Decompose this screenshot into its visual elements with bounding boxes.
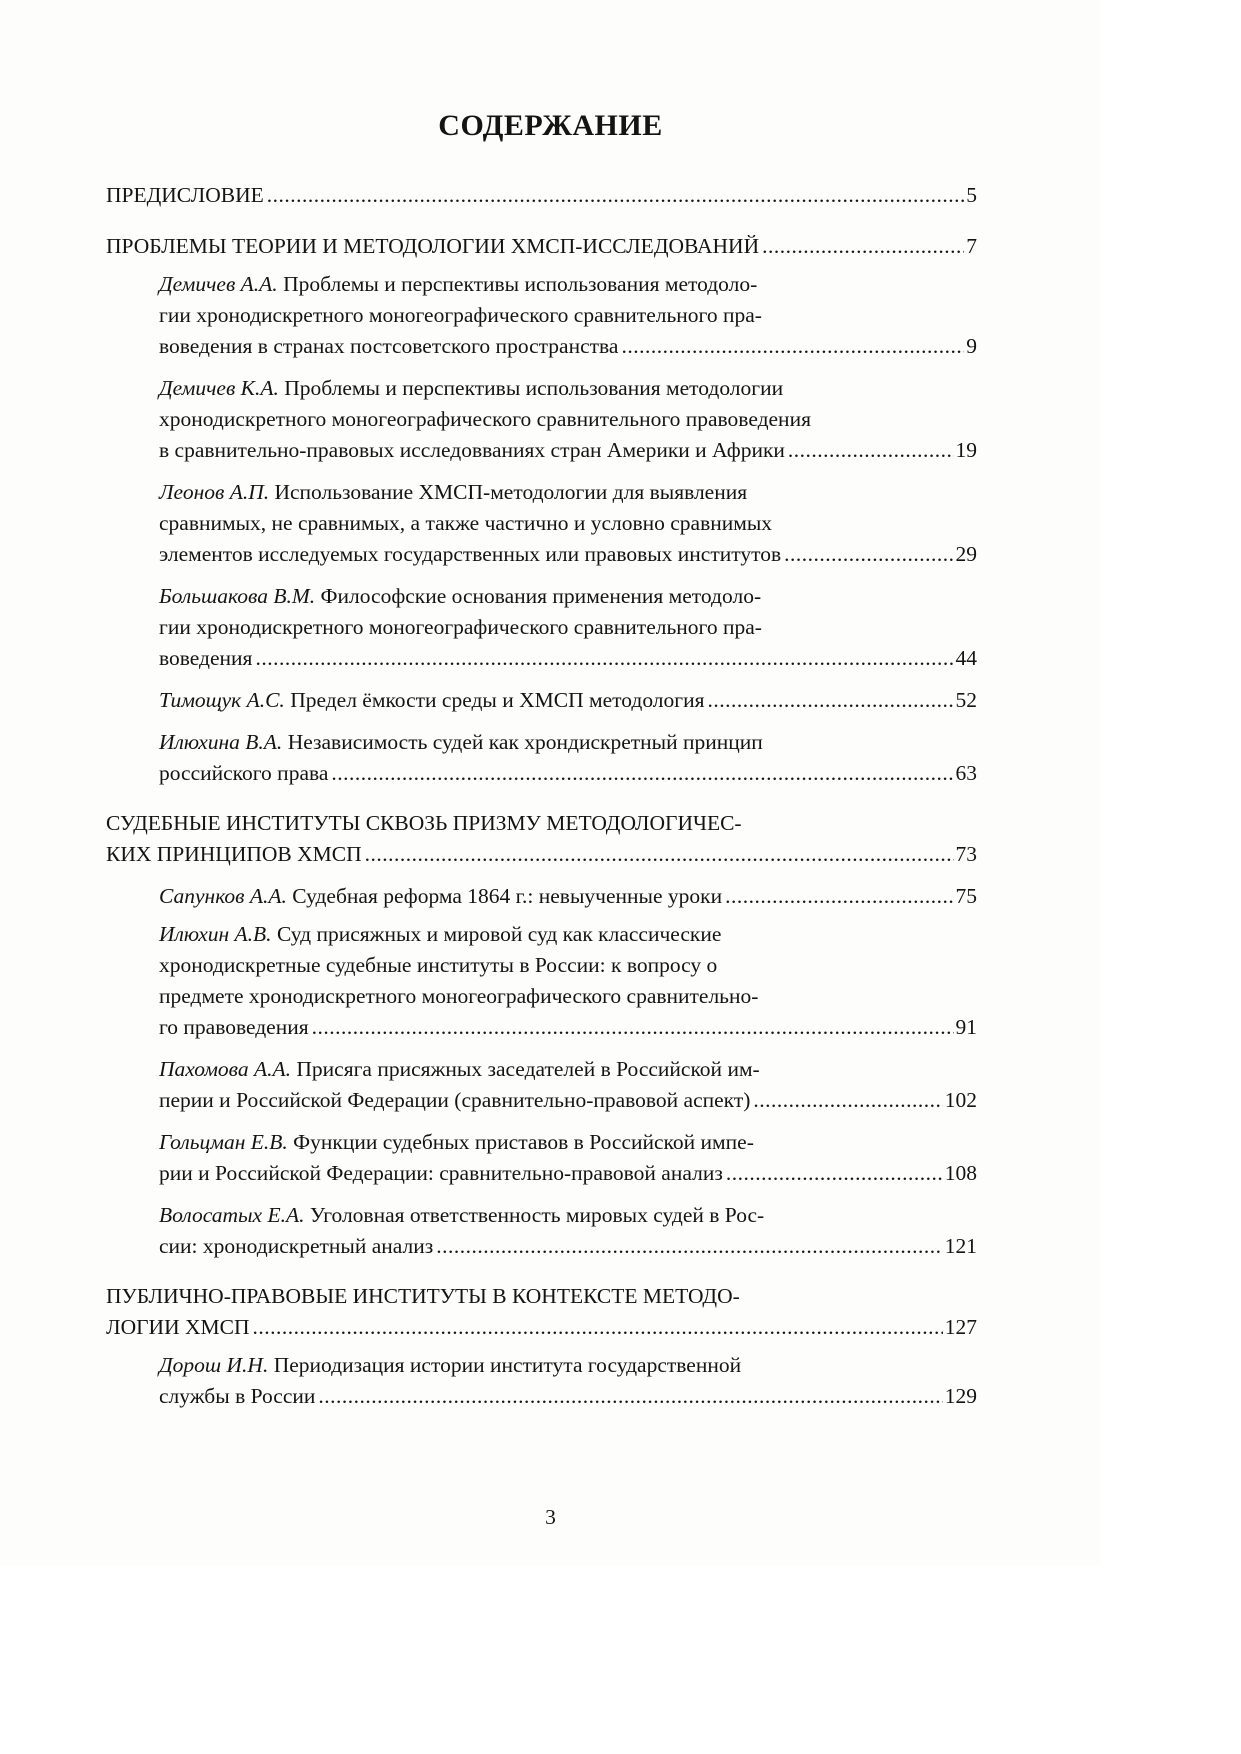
toc-line	[159, 269, 886, 300]
toc-leader-dots	[436, 1231, 942, 1262]
toc-page-number: 63	[955, 761, 977, 785]
toc-title: КИХ ПРИНЦИПОВ ХМСП	[106, 842, 362, 866]
toc-text: российского права	[159, 761, 329, 785]
page-number: 3	[545, 1505, 556, 1529]
toc-entry-section-courts[interactable]	[106, 808, 977, 870]
toc-line	[159, 1200, 886, 1231]
toc-page-number: 44	[955, 646, 977, 670]
toc-entry-article[interactable]	[159, 727, 977, 789]
toc-last-line	[159, 643, 977, 674]
toc-entry-article[interactable]	[159, 685, 977, 716]
toc-text: элементов исследуемых государственных или правовых институтов	[159, 542, 782, 566]
toc-last-line	[159, 1231, 977, 1262]
toc-leader-dots	[621, 331, 964, 362]
toc-text: Философские основания применения методоло-	[320, 584, 762, 608]
toc-line	[159, 919, 886, 950]
toc-author: Тимощук А.С.	[159, 688, 285, 712]
toc-author: Пахомова А.А.	[159, 1057, 292, 1081]
toc-entry-article[interactable]	[159, 1054, 977, 1116]
toc-text: Функции судебных приставов в Российской импе-	[293, 1130, 754, 1154]
toc-leader-dots	[318, 1381, 942, 1412]
toc-author: Демичев К.А.	[159, 376, 279, 400]
toc-author: Демичев А.А.	[159, 272, 278, 296]
toc-line: гии хронодискретного моногеографического сравнительного пра-	[159, 615, 762, 639]
toc-text: го правоведения	[159, 1015, 309, 1039]
toc-text: перии и Российской Федерации (сравнительно-правовой аспект)	[159, 1088, 751, 1112]
toc-line: гии хронодискретного моногеографического сравнительного пра-	[159, 303, 762, 327]
toc-entry-article[interactable]	[159, 477, 977, 570]
toc-last-line	[159, 685, 977, 716]
toc-author: Сапунков А.А.	[159, 884, 287, 908]
toc-page-number: 9	[966, 334, 977, 358]
toc-leader-dots	[726, 1158, 943, 1189]
toc-text: Проблемы и перспективы использования методологии	[284, 376, 784, 400]
toc-text: Использование ХМСП-методологии для выявления	[274, 480, 748, 504]
toc-last-line	[106, 839, 977, 870]
toc-line	[159, 1127, 886, 1158]
toc-entry-article[interactable]	[159, 1127, 977, 1189]
toc-text: Периодизация истории института государственной	[273, 1353, 742, 1377]
toc-page-number: 52	[955, 688, 977, 712]
toc-line: хронодискретного моногеографического сравнительного правоведения	[159, 407, 811, 431]
toc-last-line	[159, 435, 977, 466]
toc-leader-dots	[267, 180, 965, 211]
toc-leader-dots	[331, 758, 953, 789]
toc-page-number: 19	[955, 438, 977, 462]
toc-author: Илюхин А.В.	[159, 922, 272, 946]
toc-line	[159, 1054, 886, 1085]
toc-leader-dots	[762, 231, 964, 262]
toc-entry-article[interactable]	[159, 269, 977, 362]
toc-last-line	[106, 1312, 977, 1343]
toc-leader-dots	[252, 1312, 942, 1343]
page-title: СОДЕРЖАНИЕ	[438, 109, 663, 142]
toc-last-line	[159, 539, 977, 570]
toc-page-number: 75	[955, 884, 977, 908]
toc-line	[159, 1350, 886, 1381]
toc-last-line	[159, 1381, 977, 1412]
toc-line: СУДЕБНЫЕ ИНСТИТУТЫ СКВОЗЬ ПРИЗМУ МЕТОДОЛОГИЧЕС-	[106, 811, 742, 835]
toc-author: Большакова В.М.	[159, 584, 316, 608]
toc-author: Илюхина В.А.	[159, 730, 283, 754]
toc-page-number: 91	[955, 1015, 977, 1039]
toc-text: Уголовная ответственность мировых судей в Рос-	[309, 1203, 765, 1227]
toc-page-number: 5	[966, 183, 977, 207]
toc-text: рии и Российской Федерации: сравнительно-правовой анализ	[159, 1161, 723, 1185]
toc-last-line	[106, 180, 977, 211]
toc-text: Независимость судей как хрондискретный принцип	[287, 730, 763, 754]
toc-last-line	[159, 1158, 977, 1189]
toc-page-number: 29	[955, 542, 977, 566]
toc-title: ЛОГИИ ХМСП	[106, 1315, 250, 1339]
toc-leader-dots	[725, 881, 953, 912]
toc-entry-section-public-law[interactable]	[106, 1281, 977, 1343]
toc-entry-article[interactable]	[159, 1350, 977, 1412]
toc-line	[159, 727, 886, 758]
toc-entry-preface[interactable]	[106, 180, 977, 211]
toc-text: Проблемы и перспективы использования методоло-	[283, 272, 758, 296]
toc-last-line	[159, 758, 977, 789]
toc-author: Волосатых Е.А.	[159, 1203, 305, 1227]
toc-last-line	[106, 231, 977, 262]
toc-text: Предел ёмкости среды и ХМСП методология	[290, 688, 705, 712]
toc-entry-section-theory[interactable]	[106, 231, 977, 262]
toc-leader-dots	[255, 643, 953, 674]
toc-text: службы в России	[159, 1384, 316, 1408]
toc-author: Дорош И.Н.	[159, 1353, 269, 1377]
toc-page-number: 102	[944, 1088, 977, 1112]
toc-entry-article[interactable]	[159, 1200, 977, 1262]
toc-leader-dots	[707, 685, 953, 716]
toc-entry-article[interactable]	[159, 881, 977, 912]
toc-last-line	[159, 1012, 977, 1043]
toc-page-number: 129	[944, 1384, 977, 1408]
toc-text: воведения в странах постсоветского пространства	[159, 334, 619, 358]
toc-last-line	[159, 1085, 977, 1116]
toc-title: ПРОБЛЕМЫ ТЕОРИИ И МЕТОДОЛОГИИ ХМСП-ИССЛЕДОВАНИЙ	[106, 234, 760, 258]
toc-page-number: 108	[944, 1161, 977, 1185]
toc-leader-dots	[753, 1085, 942, 1116]
toc-leader-dots	[365, 839, 954, 870]
toc-text: сии: хронодискретный анализ	[159, 1234, 434, 1258]
toc-text: Присяга присяжных заседателей в Российской им-	[296, 1057, 760, 1081]
toc-last-line	[159, 881, 977, 912]
toc-line	[159, 373, 886, 404]
toc-entry-article[interactable]	[159, 919, 977, 1043]
toc-line: хронодискретные судебные институты в России: к вопросу о	[159, 953, 718, 977]
toc-entry-article[interactable]	[159, 373, 977, 466]
toc-author: Гольцман Е.В.	[159, 1130, 288, 1154]
toc-leader-dots	[788, 435, 954, 466]
toc-leader-dots	[784, 539, 953, 570]
toc-line: ПУБЛИЧНО-ПРАВОВЫЕ ИНСТИТУТЫ В КОНТЕКСТЕ МЕТОДО-	[106, 1284, 740, 1308]
table-of-contents	[106, 180, 977, 1412]
toc-line	[159, 477, 886, 508]
toc-text: в сравнительно-правовых исследовваниях стран Америки и Африки	[159, 438, 785, 462]
toc-entry-article[interactable]	[159, 581, 977, 674]
toc-leader-dots	[312, 1012, 954, 1043]
toc-page-number: 121	[944, 1234, 977, 1258]
toc-page-number: 127	[944, 1315, 977, 1339]
toc-last-line	[159, 331, 977, 362]
toc-line	[159, 581, 886, 612]
toc-author: Леонов А.П.	[159, 480, 270, 504]
toc-line: сравнимых, не сравнимых, а также частично и условно сравнимых	[159, 511, 773, 535]
toc-text: Суд присяжных и мировой суд как классические	[276, 922, 722, 946]
toc-title: ПРЕДИСЛОВИЕ	[106, 183, 264, 207]
toc-line: предмете хронодискретного моногеографического сравнительно-	[159, 984, 759, 1008]
toc-text: воведения	[159, 646, 253, 670]
toc-page-number: 7	[966, 234, 977, 258]
toc-text: Судебная реформа 1864 г.: невыученные уроки	[292, 884, 723, 908]
toc-page-number: 73	[955, 842, 977, 866]
